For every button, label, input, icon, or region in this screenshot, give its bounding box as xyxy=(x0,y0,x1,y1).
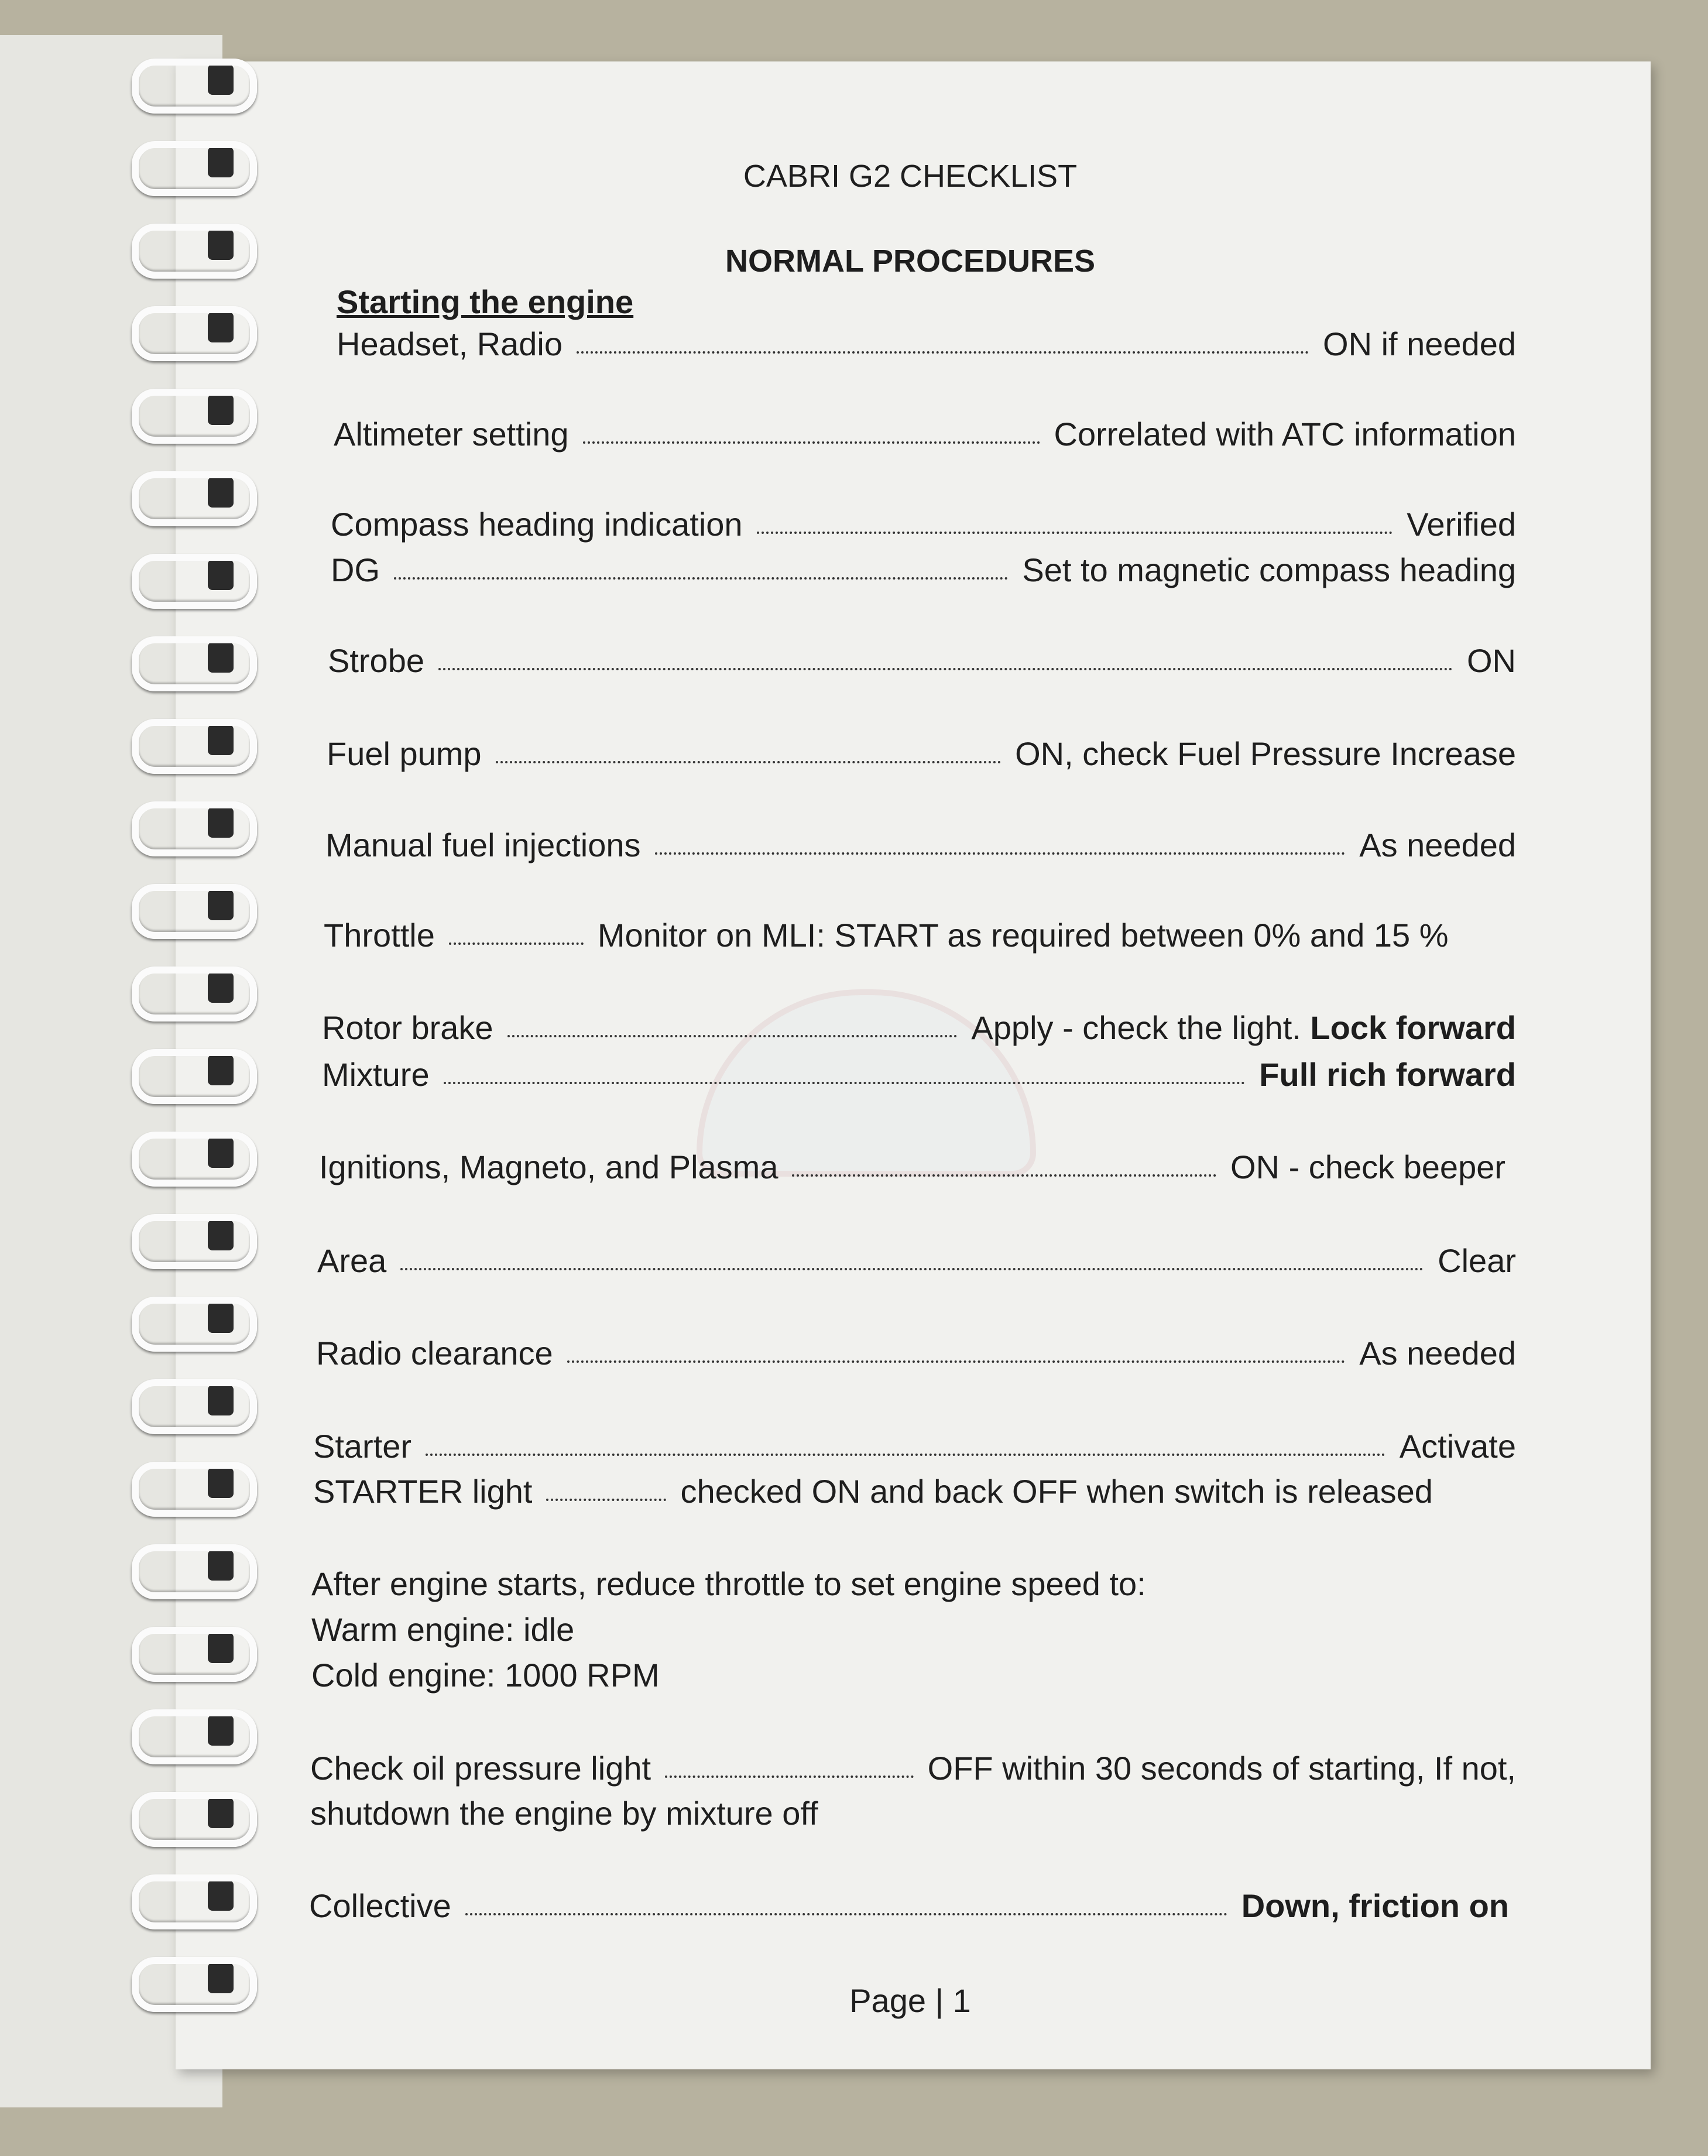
item-label: Fuel pump xyxy=(327,735,482,772)
spiral-binding xyxy=(114,59,278,2037)
item-value: ON xyxy=(1467,642,1516,679)
binding-ring xyxy=(132,1132,257,1187)
item-label: Manual fuel injections xyxy=(325,827,641,863)
binding-ring xyxy=(132,1379,257,1434)
checklist-item xyxy=(304,1007,1516,1049)
checklist-item xyxy=(304,1425,1516,1468)
instruction-line: Warm engine: idle xyxy=(311,1611,575,1648)
leader-dots xyxy=(394,569,1008,580)
item-label: Mixture xyxy=(322,1056,430,1093)
item-value: ON - check beeper xyxy=(1230,1149,1505,1185)
leader-dots xyxy=(757,523,1393,534)
item-value: Correlated with ATC information xyxy=(1054,416,1516,453)
leader-dots xyxy=(444,1074,1246,1084)
instruction-line: Cold engine: 1000 RPM xyxy=(311,1657,660,1694)
item-label: Check oil pressure light xyxy=(310,1750,651,1787)
item-label: Collective xyxy=(309,1887,451,1924)
document-title: CABRI G2 CHECKLIST xyxy=(743,159,1078,194)
item-label: STARTER light xyxy=(313,1473,533,1510)
binding-ring xyxy=(132,554,257,609)
item-label: Altimeter setting xyxy=(334,416,569,453)
binding-ring xyxy=(132,1874,257,1929)
item-value: Monitor on MLI: START as required between 0% and 15 % xyxy=(597,917,1449,954)
binding-ring xyxy=(132,966,257,1022)
binding-ring xyxy=(132,141,257,196)
checklist-item xyxy=(304,413,1516,455)
leader-dots xyxy=(465,1905,1227,1915)
binding-ring xyxy=(132,1957,257,2012)
item-value: ON, check Fuel Pressure Increase xyxy=(1015,735,1516,772)
leader-dots xyxy=(655,844,1346,855)
checklist-item xyxy=(304,503,1516,546)
binding-ring xyxy=(132,1544,257,1599)
binding-ring xyxy=(132,719,257,774)
leader-dots xyxy=(792,1166,1216,1177)
binding-ring xyxy=(132,59,257,114)
item-value: As needed xyxy=(1359,1335,1516,1372)
item-label: DG xyxy=(331,551,380,588)
checklist-item xyxy=(304,1747,1516,1790)
item-label: Strobe xyxy=(328,642,424,679)
item-value: Activate xyxy=(1399,1428,1516,1465)
checklist-item xyxy=(304,914,1516,957)
leader-dots xyxy=(496,753,1002,763)
item-label: Rotor brake xyxy=(322,1009,493,1046)
item-value: As needed xyxy=(1359,827,1516,863)
binding-ring xyxy=(132,1214,257,1269)
leader-dots xyxy=(577,343,1309,354)
section-title: NORMAL PROCEDURES xyxy=(725,244,1096,279)
checklist-item xyxy=(304,824,1516,866)
item-value: ON if needed xyxy=(1323,325,1516,362)
item-value xyxy=(1259,1054,1516,1096)
item-value: Clear xyxy=(1438,1242,1516,1279)
leader-dots xyxy=(567,1352,1346,1363)
binding-ring xyxy=(132,1049,257,1104)
value-normal: Apply - check the light. xyxy=(971,1009,1301,1046)
checklist-item xyxy=(304,1146,1516,1188)
item-label: Starter xyxy=(313,1428,412,1465)
value-bold: Lock forward xyxy=(1310,1009,1516,1046)
binding-ring xyxy=(132,1627,257,1682)
leader-dots xyxy=(449,934,584,945)
instruction-line: After engine starts, reduce throttle to set engine speed to: xyxy=(311,1565,1146,1602)
leader-dots xyxy=(426,1445,1385,1456)
checklist-item xyxy=(304,1240,1516,1282)
binding-ring xyxy=(132,884,257,939)
item-label: Area xyxy=(317,1242,387,1279)
checklist-item xyxy=(304,1885,1516,1927)
binding-ring xyxy=(132,1792,257,1847)
page-number: Page | 1 xyxy=(849,1982,971,2019)
value-bold: Down, friction on xyxy=(1241,1887,1509,1924)
checklist-item xyxy=(304,549,1516,591)
leader-dots xyxy=(507,1027,958,1037)
checklist-item xyxy=(304,640,1516,682)
binding-ring xyxy=(132,636,257,691)
value-bold: Full rich forward xyxy=(1259,1056,1516,1093)
item-label: Ignitions, Magneto, and Plasma xyxy=(319,1149,778,1185)
checklist-item xyxy=(304,323,1516,365)
binding-ring xyxy=(132,1709,257,1764)
binding-ring xyxy=(132,801,257,856)
item-value: OFF within 30 seconds of starting, If not, xyxy=(927,1750,1516,1787)
item-label: Radio clearance xyxy=(316,1335,553,1372)
item-value xyxy=(1241,1885,1516,1927)
item-value: Set to magnetic compass heading xyxy=(1022,551,1516,588)
checklist-item xyxy=(304,1332,1516,1375)
binding-ring xyxy=(132,1297,257,1352)
leader-dots xyxy=(583,433,1040,444)
item-label: Compass heading indication xyxy=(331,506,743,543)
leader-dots xyxy=(665,1767,914,1778)
item-continuation: shutdown the engine by mixture off xyxy=(310,1795,818,1832)
item-value xyxy=(971,1007,1516,1049)
checklist-item xyxy=(304,733,1516,775)
item-value: Verified xyxy=(1407,506,1516,543)
checklist-item xyxy=(304,1471,1516,1513)
leader-dots xyxy=(400,1260,1424,1270)
binding-ring xyxy=(132,224,257,279)
leader-dots xyxy=(546,1490,666,1501)
subsection-title: Starting the engine xyxy=(337,283,634,320)
binding-ring xyxy=(132,1462,257,1517)
binding-ring xyxy=(132,471,257,526)
checklist-item xyxy=(304,1054,1516,1096)
item-value: checked ON and back OFF when switch is released xyxy=(680,1473,1433,1510)
leader-dots xyxy=(438,660,1453,670)
binding-ring xyxy=(132,306,257,361)
item-label: Throttle xyxy=(324,917,435,954)
binding-ring xyxy=(132,389,257,444)
item-label: Headset, Radio xyxy=(337,325,563,362)
